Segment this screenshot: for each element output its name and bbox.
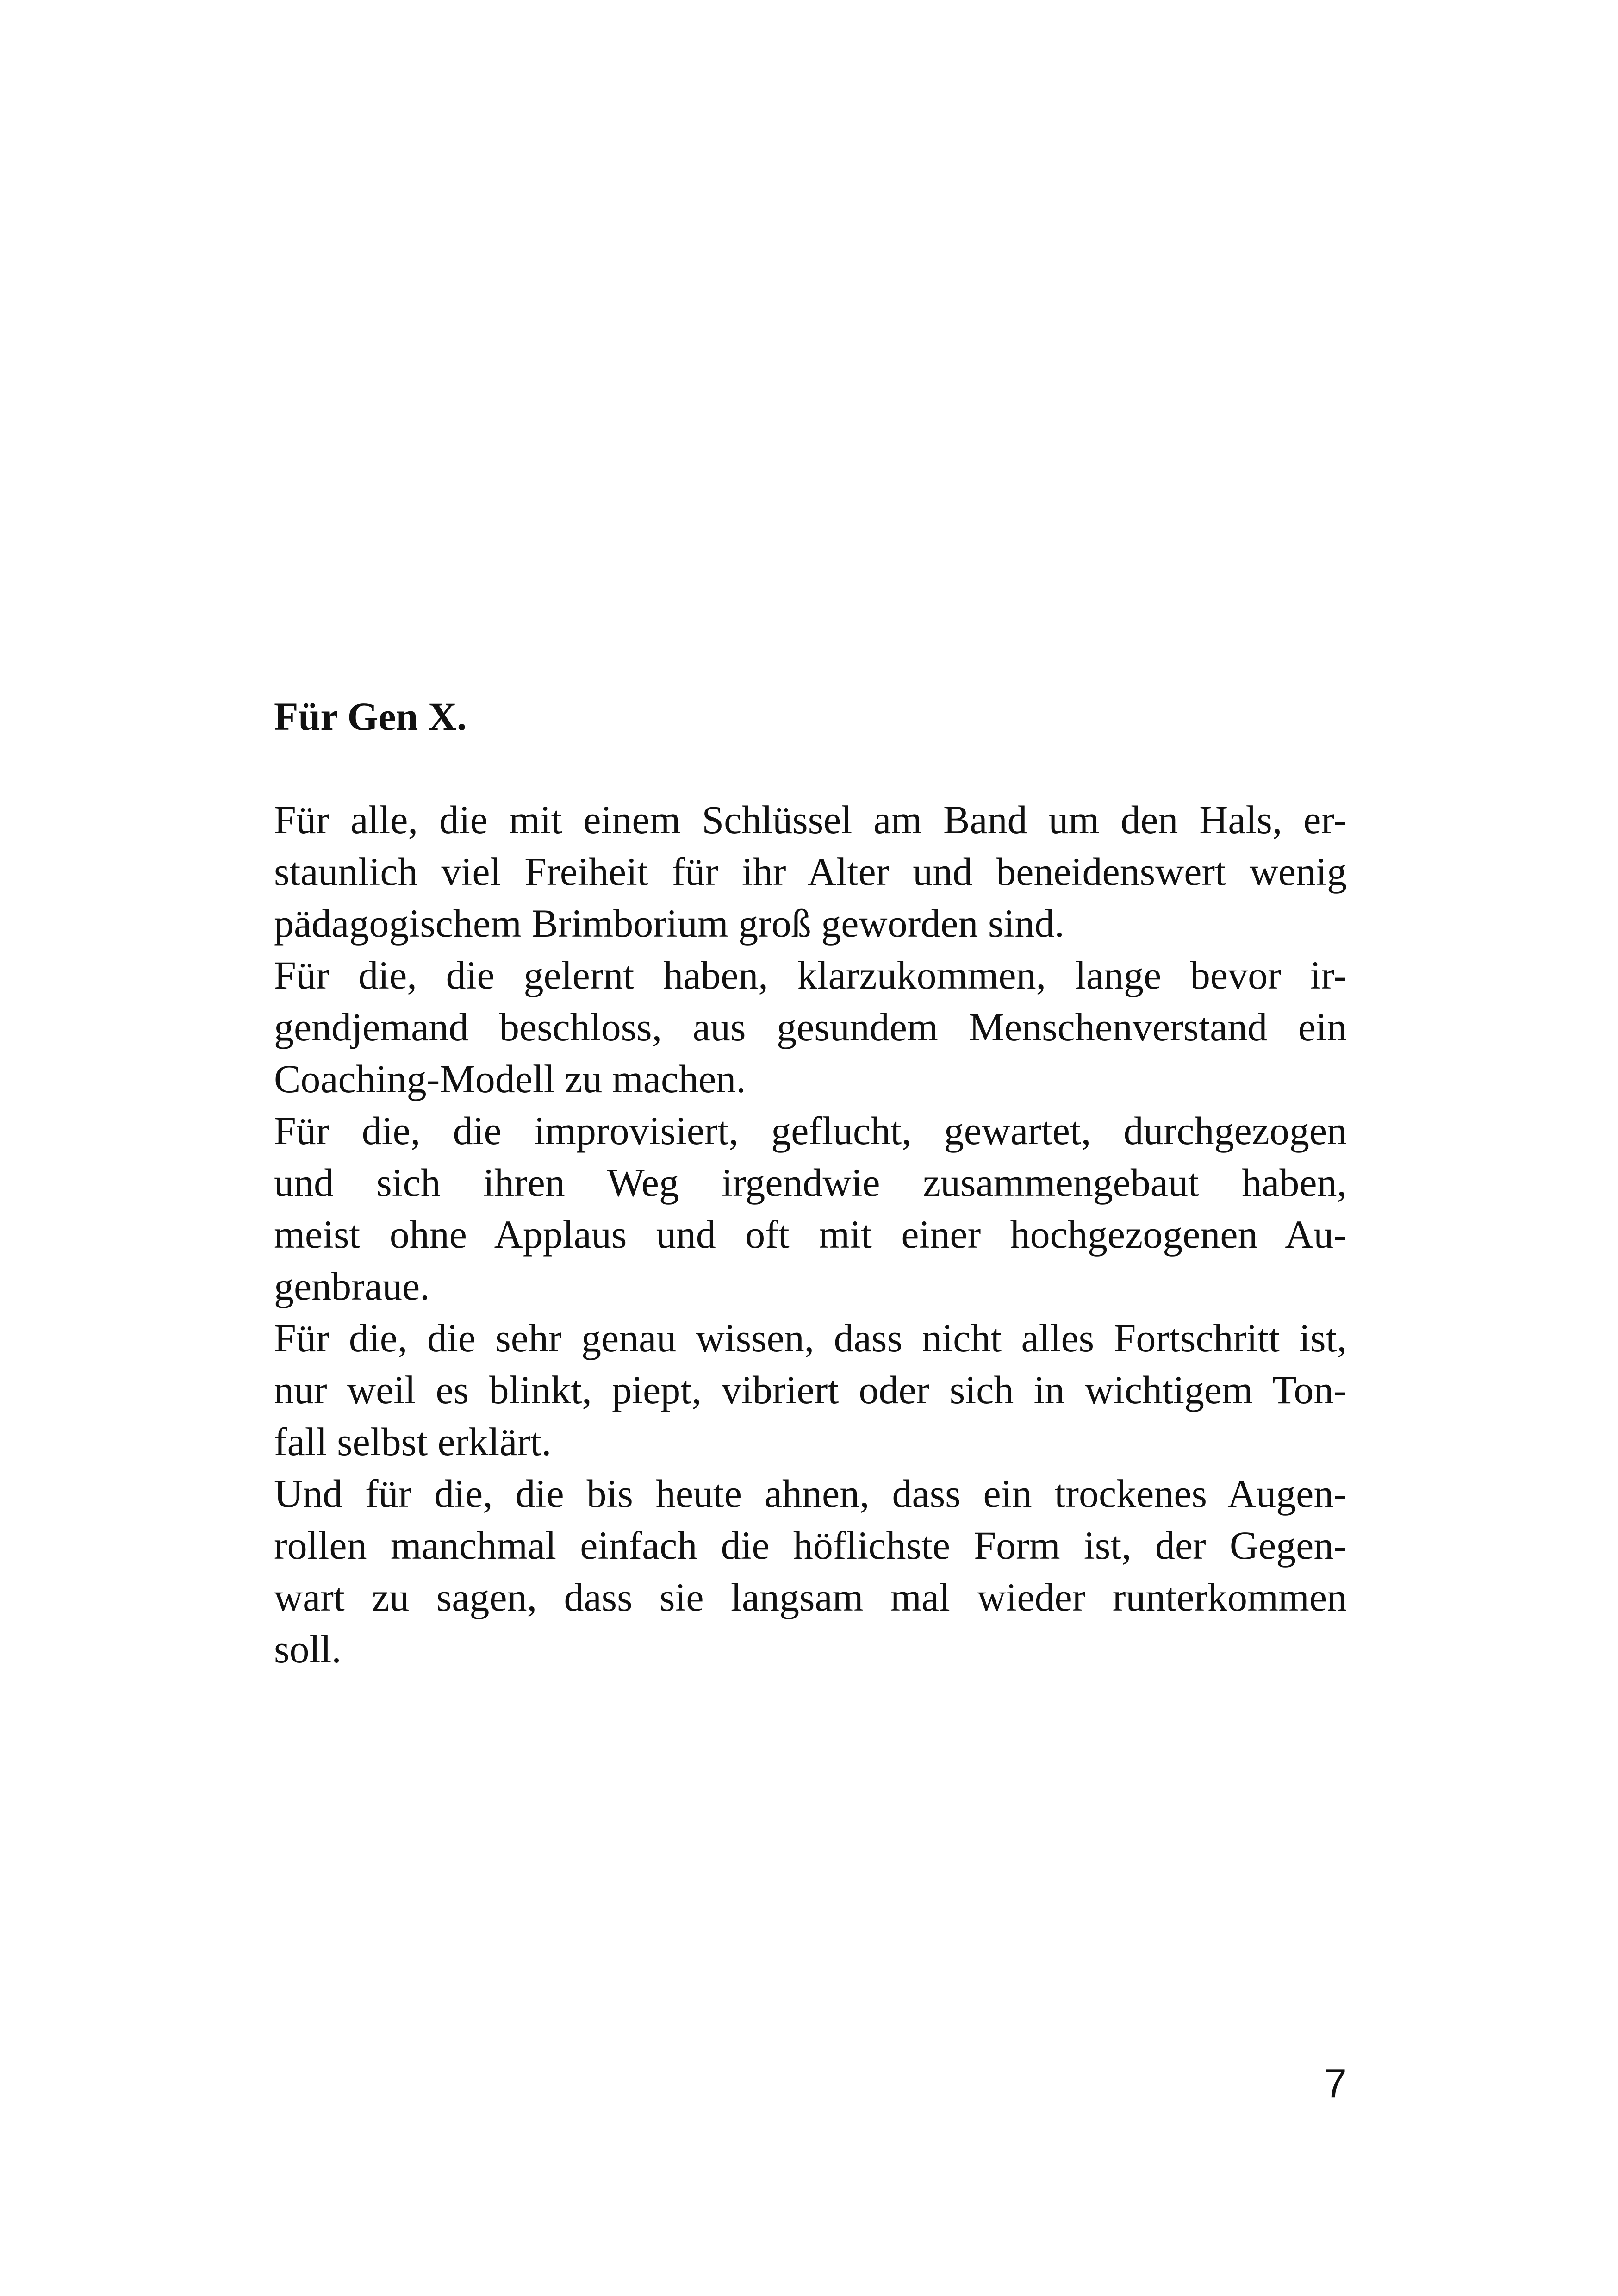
text-line: Für alle, die mit einem Schlüssel am Band um den Hals, er- <box>274 797 1347 842</box>
dedication-title: Für Gen X. <box>274 694 467 739</box>
dedication-block <box>274 690 1347 1675</box>
text-line: nur weil es blinkt, piept, vibriert oder sich in wichtigem Ton- <box>274 1368 1347 1412</box>
text-line: gendjemand beschloss, aus gesundem Menschenverstand ein <box>274 1005 1347 1049</box>
text-line: Für die, die improvisiert, geflucht, gewartet, durchgezogen <box>274 1108 1347 1153</box>
text-line: pädagogischem Brimborium groß geworden sind. <box>274 901 1064 946</box>
text-line: soll. <box>274 1627 342 1671</box>
text-line: und sich ihren Weg irgendwie zusammengebaut haben, <box>274 1160 1347 1205</box>
dedication-paragraph-4 <box>274 1312 1347 1468</box>
text-line: fall selbst erklärt. <box>274 1419 552 1464</box>
text-line: Coaching-Modell zu machen. <box>274 1057 746 1101</box>
dedication-paragraph-3 <box>274 1105 1347 1312</box>
text-line: Für die, die sehr genau wissen, dass nicht alles Fortschritt ist, <box>274 1316 1347 1360</box>
text-line: meist ohne Applaus und oft mit einer hochgezogenen Au- <box>274 1212 1347 1257</box>
text-line: wart zu sagen, dass sie langsam mal wieder runterkommen <box>274 1575 1347 1619</box>
dedication-paragraph-1 <box>274 794 1347 949</box>
text-line: rollen manchmal einfach die höflichste Form ist, der Gegen- <box>274 1523 1347 1568</box>
text-line: genbraue. <box>274 1264 430 1308</box>
text-line: Und für die, die bis heute ahnen, dass ein trockenes Augen- <box>274 1471 1347 1516</box>
page-number: 7 <box>1324 2060 1347 2106</box>
dedication-paragraph-2 <box>274 949 1347 1105</box>
text-line: Für die, die gelernt haben, klarzukommen, lange bevor ir- <box>274 953 1347 997</box>
text-line: staunlich viel Freiheit für ihr Alter und beneidenswert wenig <box>274 849 1347 894</box>
dedication-paragraph-5 <box>274 1468 1347 1675</box>
